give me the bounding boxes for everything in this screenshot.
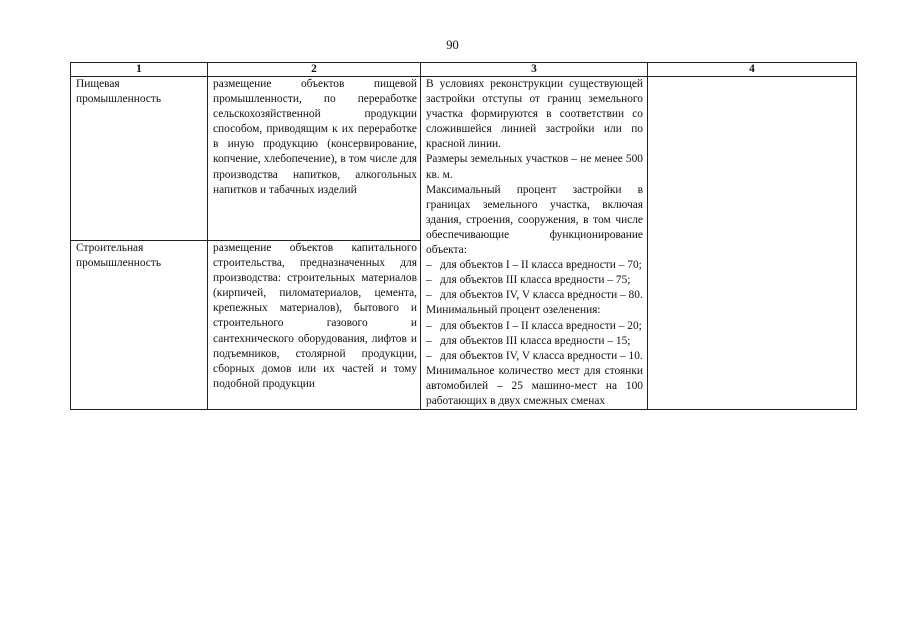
description-text: размещение объектов пищевой промышленности, по переработке сельскохозяйственной продукции способом, приводящим к их переработке в иную продукцию (консервирование, копчение, хлебопечение), в том числе для производства напитков, алкогольных напитков и табачных изделий [213, 78, 417, 196]
row-activity-name: Строительная промышленность [71, 241, 208, 410]
parameter-setbacks: В условиях реконструкции существующей застройки отступы от границ земельного участка формируются в соответствии со сложившейся линией застройки или по красной линии. [426, 78, 643, 151]
list-item: – для объектов I – II класса вредности – 70; [426, 258, 643, 273]
parameter-min-greening: Минимальный процент озеленения: [426, 304, 601, 317]
list-item: – для объектов IV, V класса вредности – 10. [426, 349, 643, 364]
parameter-plot-size: Размеры земельных участков – не менее 500 кв. м. [426, 153, 643, 181]
row-activity-description [208, 241, 421, 410]
list-item: – для объектов III класса вредности – 15; [426, 334, 643, 349]
parameter-parking: Минимальное количество мест для стоянки автомобилей – 25 машино-мест на 100 работающих в двух смежных сменах [426, 364, 643, 407]
parameters-cell [421, 77, 648, 410]
regulations-table [70, 62, 857, 410]
list-item: – для объектов I – II класса вредности – 20; [426, 319, 643, 334]
table-row [71, 77, 857, 241]
parameter-max-coverage: Максимальный процент застройки в границах земельного участка, включая здания, строения, сооружения, в том числе обеспечивающие функционирование объекта: [426, 183, 643, 257]
restrictions-cell [648, 77, 857, 410]
description-text: размещение объектов капитального строительства, предназначенных для производства: строительных материалов (кирпичей, пиломатериалов, цемента, крепежных материалов), бытового и строительного газового и сантехнического оборудования, лифтов и подъемников, столярной продукции, сборных домов или их частей и тому подобной продукции [213, 242, 417, 390]
column-header-3: 3 [421, 63, 648, 77]
row-activity-description [208, 77, 421, 241]
column-header-1: 1 [71, 63, 208, 77]
list-item: – для объектов III класса вредности – 75; [426, 273, 643, 288]
page-number: 90 [446, 38, 459, 52]
row-activity-name: Пищевая промышленность [71, 77, 208, 241]
list-item: – для объектов IV, V класса вредности – 80. [426, 288, 643, 303]
column-header-2: 2 [208, 63, 421, 77]
table-header-row [71, 63, 857, 77]
column-header-4: 4 [648, 63, 857, 77]
